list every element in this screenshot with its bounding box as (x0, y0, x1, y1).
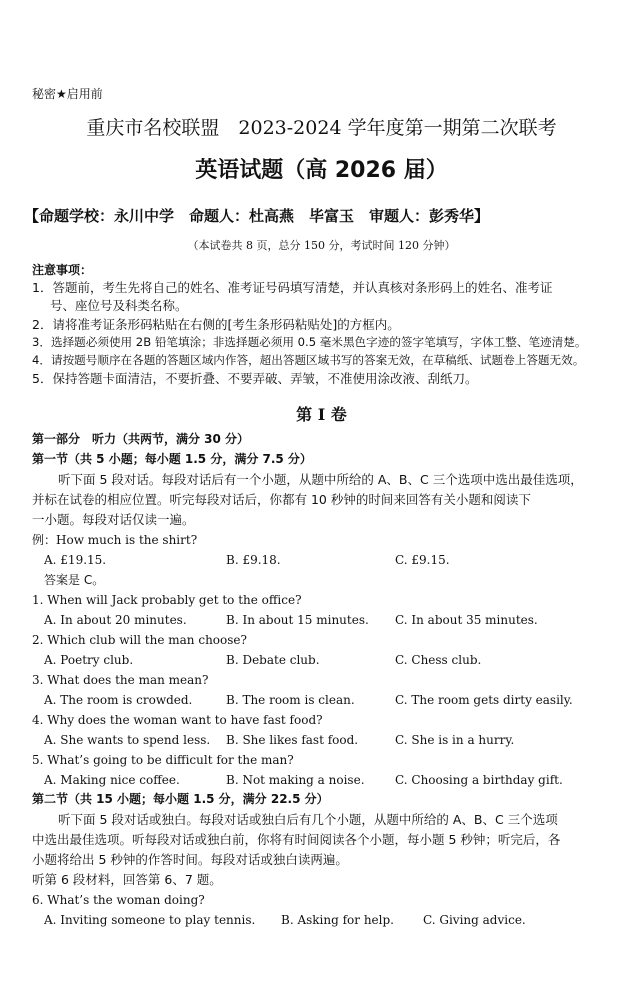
exam-subject-title: 英语试题（高 2026 届） (195, 158, 448, 183)
material-label: 听第 6 段材料，回答第 6、7 题。 (32, 872, 222, 887)
option-a: A. She wants to spend less. (44, 733, 211, 747)
option-b: B. Asking for help. (281, 913, 394, 927)
option-b: B. She likes fast food. (226, 733, 359, 747)
note-item: 4．请按题号顺序在各题的答题区域内作答，超出答题区域书写的答案无效，在草稿纸、试题卷上答题无效。 (32, 353, 585, 367)
option-c: C. Giving advice. (423, 913, 526, 927)
question: 3. What does the man mean? (32, 673, 209, 687)
example-question: 例：How much is the shirt? (32, 533, 198, 547)
part-heading: 第一部分 听力（共两节，满分 30 分） (32, 432, 250, 446)
option-a: A. Making nice coffee. (44, 773, 180, 787)
note-item: 1．答题前，考生先将自己的姓名、准考证号码填写清楚，并认真核对条形码上的姓名、准考证 (32, 280, 553, 295)
option-c: C. Chess club. (395, 653, 482, 667)
example-answer: 答案是 C。 (44, 573, 105, 587)
option-c: C. In about 35 minutes. (395, 613, 538, 627)
instruction-text: 听下面 5 段对话或独白。每段对话或独白后有几个小题，从题中所给的 A、B、C 三个选项 (58, 812, 558, 827)
section-heading: 第二节（共 15 小题；每小题 1.5 分，满分 22.5 分） (32, 792, 329, 806)
option-a: A. £19.15. (44, 553, 107, 567)
volume-title: 第 I 卷 (296, 405, 347, 424)
question: 1. When will Jack probably get to the office? (32, 593, 302, 607)
option-c: C. She is in a hurry. (395, 733, 515, 747)
option-c: C. The room gets dirty easily. (395, 693, 573, 707)
notes-heading: 注意事项： (32, 263, 93, 277)
option-b: B. In about 15 minutes. (226, 613, 369, 627)
question: 6. What’s the woman doing? (32, 893, 205, 907)
note-item: 3．选择题必须使用 2B 铅笔填涂；非选择题必须用 0.5 毫米黑色字迹的签字笔填写，字体工整、笔迹清楚。 (32, 335, 587, 349)
option-a: A. Inviting someone to play tennis. (44, 913, 256, 927)
authors-line: 【命题学校：永川中学 命题人：杜高燕 毕富玉 审题人：彭秀华】 (24, 207, 490, 225)
option-b: B. Debate club. (226, 653, 320, 667)
option-b: B. The room is clean. (226, 693, 355, 707)
instruction-text: 并标在试卷的相应位置。听完每段对话后，你都有 10 秒钟的时间来回答有关小题和阅读下 (32, 492, 531, 507)
option-a: A. In about 20 minutes. (44, 613, 187, 627)
secret-label: 秘密★启用前 (32, 87, 103, 101)
instruction-text: 一小题。每段对话仅读一遍。 (32, 512, 195, 527)
instruction-text: 听下面 5 段对话。每段对话后有一个小题，从题中所给的 A、B、C 三个选项中选出最佳选项， (58, 472, 583, 487)
exam-info: （本试卷共 8 页，总分 150 分，考试时间 120 分钟） (187, 239, 456, 252)
instruction-text: 小题将给出 5 秒钟的作答时间。每段对话或独白读两遍。 (32, 852, 348, 867)
option-b: B. Not making a noise. (226, 773, 365, 787)
question: 4. Why does the woman want to have fast food? (32, 713, 323, 727)
option-c: C. £9.15. (395, 553, 450, 567)
note-item: 2．请将准考证条形码粘贴在右侧的[考生条形码粘贴处]的方框内。 (32, 317, 400, 332)
option-c: C. Choosing a birthday gift. (395, 773, 563, 787)
question: 5. What’s going to be difficult for the man? (32, 753, 294, 767)
exam-title: 重庆市名校联盟 2023-2024 学年度第一期第二次联考 (86, 117, 557, 139)
instruction-text: 中选出最佳选项。听每段对话或独白前，你将有时间阅读各个小题，每小题 5 秒钟；听完后，各 (32, 832, 561, 847)
option-b: B. £9.18. (226, 553, 281, 567)
note-item: 号、座位号及科类名称。 (50, 298, 188, 313)
option-a: A. The room is crowded. (44, 693, 193, 707)
note-item: 5．保持答题卡面清洁，不要折叠、不要弄破、弄皱，不准使用涂改液、刮纸刀。 (32, 371, 478, 386)
section-heading: 第一节（共 5 小题；每小题 1.5 分，满分 7.5 分） (32, 452, 312, 466)
option-a: A. Poetry club. (44, 653, 134, 667)
question: 2. Which club will the man choose? (32, 633, 247, 647)
